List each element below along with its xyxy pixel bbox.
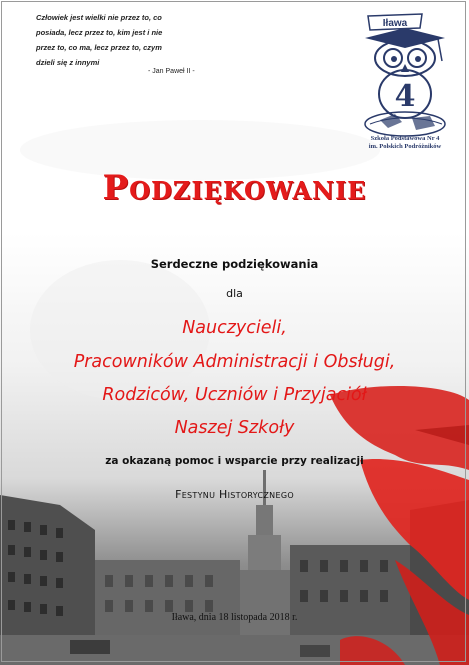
- page-title: Podziękowanie: [102, 168, 367, 208]
- recipient-line: Nauczycieli,: [182, 318, 287, 338]
- school-name-line1: Szkoła Podstawowa Nr 4: [370, 135, 440, 142]
- event-name: Festynu Historycznego: [175, 488, 294, 501]
- for-word: dla: [226, 287, 243, 300]
- recipient-line: Naszej Szkoły: [174, 418, 295, 438]
- logo-number: 4: [394, 79, 416, 114]
- quote-line: dzieli się z innymi: [36, 58, 100, 67]
- recipient-line: Rodziców, Uczniów i Przyjaciół: [102, 385, 367, 405]
- recipient-line: Pracowników Administracji i Obsługi,: [73, 352, 396, 372]
- logo-city: Iława: [382, 18, 408, 29]
- quote-line: posiada, lecz przez to, kim jest i nie: [36, 28, 163, 37]
- date-place: Iława, dnia 18 listopada 2018 r.: [171, 612, 298, 623]
- thanks-line: Serdeczne podziękowania: [150, 257, 319, 271]
- quote: [36, 10, 226, 70]
- quote-line: Człowiek jest wielki nie przez to, co: [36, 13, 162, 22]
- school-name-line2: im. Polskich Podróżników: [368, 143, 442, 150]
- quote-author: - Jan Paweł II -: [148, 68, 195, 75]
- reason-line: za okazaną pomoc i wsparcie przy realizacji: [105, 455, 364, 467]
- quote-line: przez to, co ma, lecz przez to, czym: [36, 43, 162, 52]
- school-logo-owl-icon: [350, 6, 460, 156]
